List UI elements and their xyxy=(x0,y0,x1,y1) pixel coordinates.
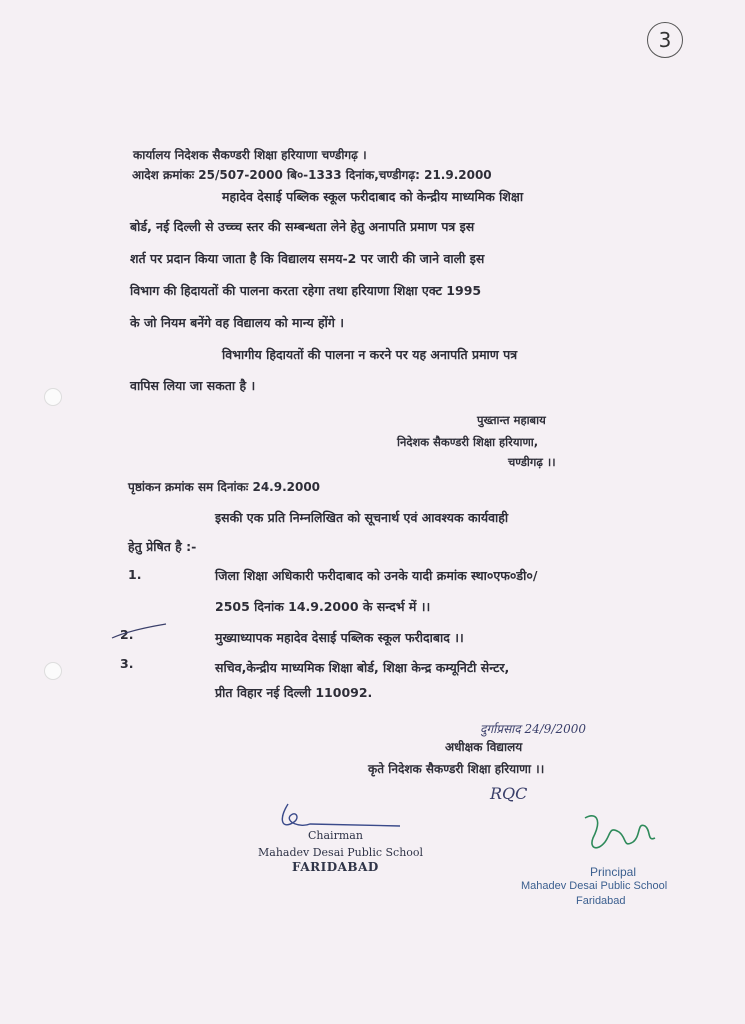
chairman-school: Mahadev Desai Public School xyxy=(258,846,424,859)
superintendent-title: अधीक्षक विद्यालय xyxy=(445,740,523,754)
order-number-line: आदेश क्रमांकः 25/507-2000 बि०-1333 दिनांक,चण्डीगढ़: 21.9.2000 xyxy=(132,168,492,182)
endorsement-intro: इसकी एक प्रति निम्नलिखित को सूचनार्थ एवं आवश्यक कार्यवाही xyxy=(215,510,509,525)
principal-signature-icon xyxy=(575,808,665,868)
body-line: विभागीय हिदायतों की पालना न करने पर यह अनापति प्रमाण पत्र xyxy=(222,347,518,362)
page-number: 3 xyxy=(647,22,683,58)
endorsement-intro: हेतु प्रेषित है :- xyxy=(128,539,197,554)
signatory-place: चण्डीगढ़ ।। xyxy=(508,455,556,469)
body-line: विभाग की हिदायतों की पालना करता रहेगा तथा हरियाणा शिक्षा एक्ट 1995 xyxy=(130,283,482,298)
list-item: जिला शिक्षा अधिकारी फरीदाबाद को उनके यादी क्रमांक स्था०एफ०डी०/ xyxy=(215,568,538,583)
signatory-designation: निदेशक सैकण्डरी शिक्षा हरियाणा, xyxy=(397,435,539,449)
chairman-city: FARIDABAD xyxy=(292,860,379,874)
pen-mark xyxy=(110,620,170,644)
principal-city: Faridabad xyxy=(576,895,626,907)
list-item: 2505 दिनांक 14.9.2000 के सन्दर्भ में ।। xyxy=(215,599,431,614)
initials-signature: RQC xyxy=(490,784,528,803)
list-item-number: 2. xyxy=(120,627,134,642)
signatory-name: पुख्तान्त महाबाय xyxy=(477,413,546,427)
body-line: महादेव देसाई पब्लिक स्कूल फरीदाबाद को केन्द्रीय माध्यमिक शिक्षा xyxy=(222,189,524,204)
punch-hole xyxy=(44,388,62,406)
body-line: के जो नियम बनेंगे वह विद्यालय को मान्य होंगे । xyxy=(130,315,345,330)
body-line: शर्त पर प्रदान किया जाता है कि विद्यालय समय-2 पर जारी की जाने वाली इस xyxy=(130,251,485,266)
office-heading: कार्यालय निदेशक सैकण्डरी शिक्षा हरियाणा चण्डीगढ़ । xyxy=(133,148,367,162)
punch-hole xyxy=(44,662,62,680)
principal-school: Mahadev Desai Public School xyxy=(521,880,668,892)
superintendent-for: कृते निदेशक सैकण्डरी शिक्षा हरियाणा ।। xyxy=(368,762,545,776)
list-item: मुख्याध्यापक महादेव देसाई पब्लिक स्कूल फरीदाबाद ।। xyxy=(215,630,464,645)
list-item: सचिव,केन्द्रीय माध्यमिक शिक्षा बोर्ड, शिक्षा केन्द्र कम्यूनिटी सेन्टर, xyxy=(215,660,510,675)
body-line: वापिस लिया जा सकता है । xyxy=(130,378,256,393)
list-item-number: 3. xyxy=(120,656,134,671)
principal-title: Principal xyxy=(590,865,637,879)
list-item-number: 1. xyxy=(128,567,142,582)
handwritten-signature: दुर्गाप्रसाद 24/9/2000 xyxy=(480,722,587,736)
list-item: प्रीत विहार नई दिल्ली 110092. xyxy=(215,685,373,700)
chairman-title: Chairman xyxy=(308,829,363,842)
endorsement-line: पृष्ठांकन क्रमांक सम दिनांकः 24.9.2000 xyxy=(128,480,321,494)
body-line: बोर्ड, नई दिल्ली से उच्च्च स्तर की सम्बन्धता लेने हेतु अनापति प्रमाण पत्र इस xyxy=(130,219,475,234)
